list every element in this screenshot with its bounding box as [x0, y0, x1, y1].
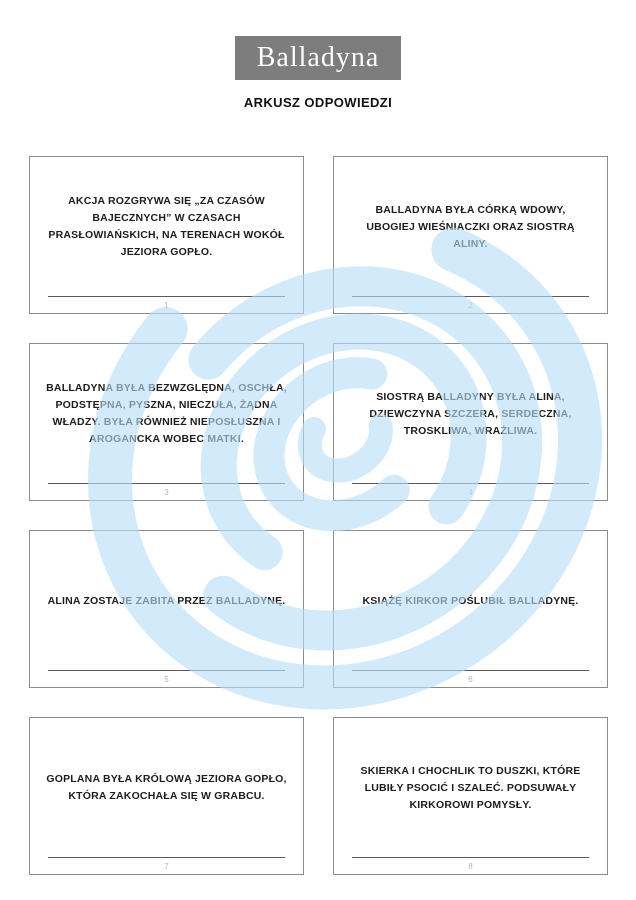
card-number: 2 [468, 301, 473, 310]
title-banner [235, 36, 401, 80]
answer-text: KSIĄŻĘ KIRKOR POŚLUBIŁ BALLADYNĘ. [362, 594, 579, 607]
answer-text: ALINA ZOSTAJE ZABITA PRZEZ BALLADYNĘ. [47, 594, 286, 607]
answer-line [48, 670, 285, 671]
page-subtitle: ARKUSZ ODPOWIEDZI [243, 95, 393, 110]
answer-line [48, 296, 285, 297]
card-number: 4 [468, 488, 473, 497]
card-number: 1 [164, 301, 169, 310]
answer-card-1 [29, 156, 304, 314]
card-number: 5 [164, 675, 169, 684]
answer-text: BALLADYNA BYŁA CÓRKĄ WDOWY, UBOGIEJ WIEŚNIACZKI ORAZ SIOSTRĄ ALINY. [366, 203, 575, 250]
answer-card-5 [29, 530, 304, 688]
card-number: 6 [468, 675, 473, 684]
answer-text: SKIERKA I CHOCHLIK TO DUSZKI, KTÓRE LUBIŁY PSOCIĆ I SZALEĆ. PODSUWAŁY KIRKOROWI POMYSŁY. [360, 764, 581, 811]
answer-card-8 [333, 717, 608, 875]
answer-text: SIOSTRĄ BALLADYNY BYŁA ALINA, DZIEWCZYNA SZCZERA, SERDECZNA, TROSKLIWA, WRAŻLIWA. [369, 390, 572, 437]
answer-card-4 [333, 343, 608, 501]
answer-card-6 [333, 530, 608, 688]
answer-cards-grid [29, 156, 608, 875]
answer-card-7 [29, 717, 304, 875]
card-number: 7 [164, 862, 169, 871]
answer-line [48, 483, 285, 484]
page-title: Balladyna [256, 42, 380, 73]
answer-line [352, 670, 589, 671]
answer-text: AKCJA ROZGRYWA SIĘ „ZA CZASÓW BAJECZNYCH” W CZASACH PRASŁOWIAŃSKICH, NA TERENACH WOKÓŁ JEZIORA GOPŁO. [48, 195, 285, 258]
answer-line [352, 296, 589, 297]
answer-line [352, 483, 589, 484]
answer-line [48, 857, 285, 858]
answer-card-2 [333, 156, 608, 314]
answer-card-3 [29, 343, 304, 501]
answer-line [352, 857, 589, 858]
card-number: 8 [468, 862, 473, 871]
card-number: 3 [164, 488, 169, 497]
answer-text: GOPLANA BYŁA KRÓLOWĄ JEZIORA GOPŁO, KTÓRA ZAKOCHAŁA SIĘ W GRABCU. [46, 773, 287, 802]
answer-text: BALLADYNA BYŁA BEZWZGLĘDNA, OSCHŁA, PODSTĘPNA, PYSZNA, NIECZUŁA, ŻĄDNA WŁADZY. BYŁA RÓWNIEŻ NIEPOSŁUSZNA I AROGANCKA WOBEC MATKI. [46, 382, 287, 445]
